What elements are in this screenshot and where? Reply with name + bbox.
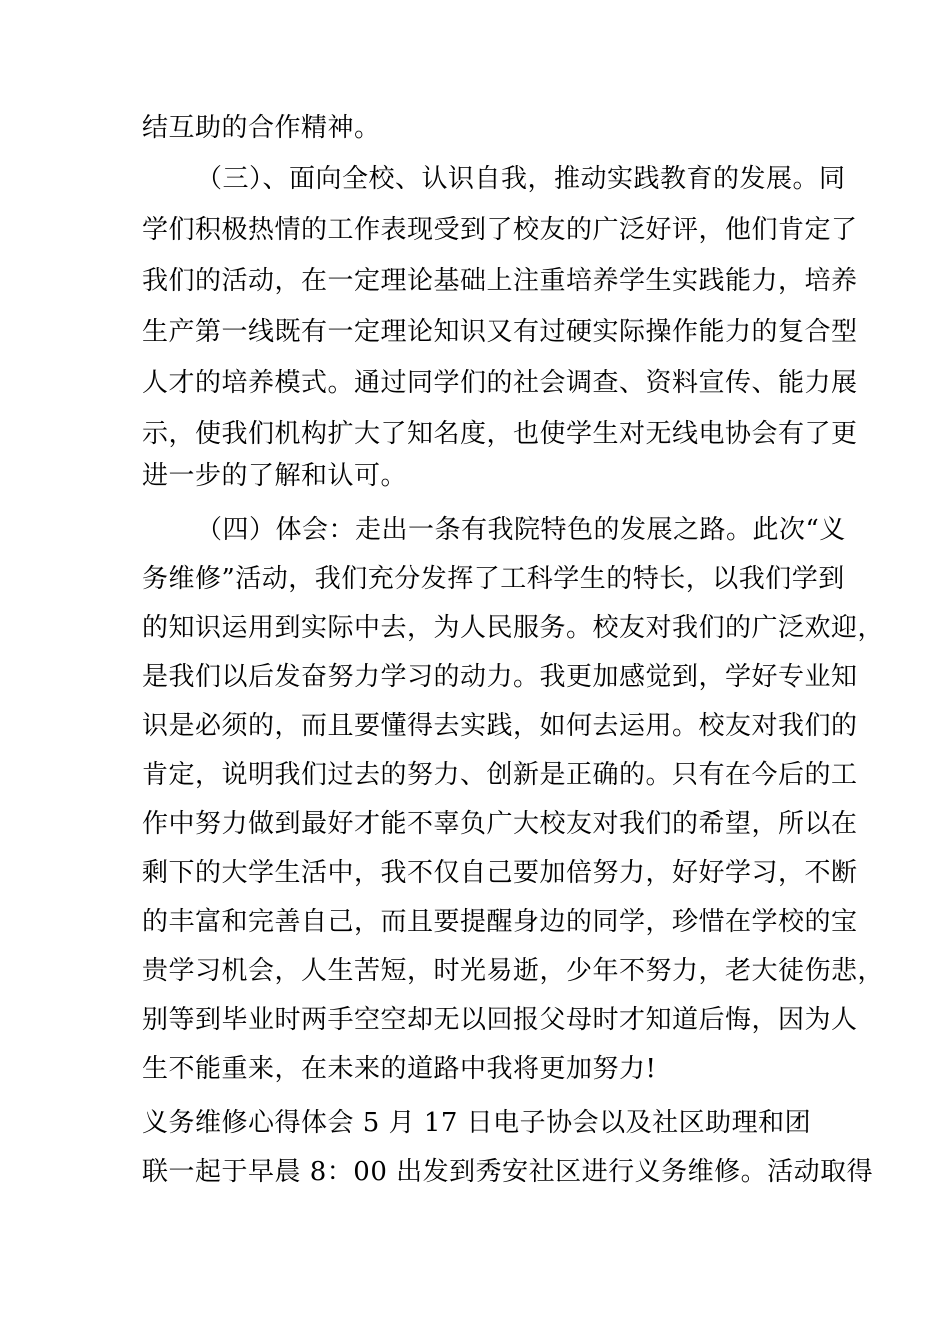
text-line: （四）体会：走出一条有我院特色的发展之路。此次“义 (196, 515, 846, 545)
text-line: 我们的活动，在一定理论基础上注重培养学生实践能力，培养 (142, 266, 858, 296)
text-line: 作中努力做到最好才能不辜负广大校友对我们的希望，所以在 (142, 809, 858, 839)
text-line: 识是必须的，而且要懂得去实践，如何去运用。校友对我们的 (142, 711, 858, 741)
text-line: 是我们以后发奋努力学习的动力。我更加感觉到，学好专业知 (142, 662, 858, 692)
text-line: 义务维修心得体会 5 月 17 日电子协会以及社区助理和团 (142, 1108, 812, 1138)
text-line: 的知识运用到实际中去，为人民服务。校友对我们的广泛欢迎， (142, 613, 885, 643)
text-line: 学们积极热情的工作表现受到了校友的广泛好评，他们肯定了 (142, 215, 858, 245)
text-line: 贵学习机会，人生苦短，时光易逝，少年不努力，老大徒伤悲， (142, 956, 885, 986)
text-line: （三）、面向全校、认识自我，推动实践教育的发展。同 (196, 164, 846, 194)
text-line: 人才的培养模式。通过同学们的社会调查、资料宣传、能力展 (142, 368, 858, 398)
text-line: 肯定，说明我们过去的努力、创新是正确的。只有在今后的工 (142, 760, 858, 790)
text-line: 务维修”活动，我们充分发挥了工科学生的特长，以我们学到 (142, 564, 845, 594)
text-line: 联一起于早晨 8：00 出发到秀安社区进行义务维修。活动取得 (142, 1157, 874, 1187)
text-line: 的丰富和完善自己，而且要提醒身边的同学，珍惜在学校的宝 (142, 907, 858, 937)
text-line: 剩下的大学生活中，我不仅自己要加倍努力，好好学习，不断 (142, 858, 858, 888)
text-line: 别等到毕业时两手空空却无以回报父母时才知道后悔，因为人 (142, 1005, 858, 1035)
text-line: 生不能重来，在未来的道路中我将更加努力! (142, 1054, 657, 1084)
text-line: 生产第一线既有一定理论知识又有过硬实际操作能力的复合型 (142, 317, 858, 347)
text-line: 结互助的合作精神。 (142, 113, 381, 143)
text-line: 示，使我们机构扩大了知名度，也使学生对无线电协会有了更 (142, 419, 858, 449)
text-line: 进一步的了解和认可。 (142, 461, 408, 491)
